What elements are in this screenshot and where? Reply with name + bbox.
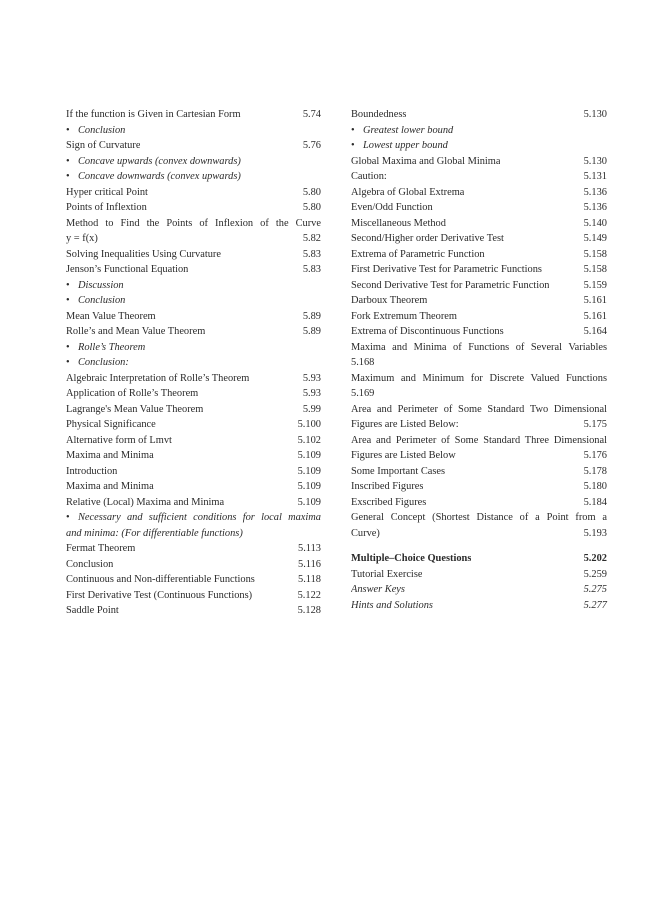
toc-entry-title: If the function is Given in Cartesian Form xyxy=(66,109,241,120)
toc-entry xyxy=(351,551,607,567)
toc-entry-page: 5.158 xyxy=(583,264,607,275)
toc-entry-page: 5.113 xyxy=(298,543,321,554)
toc-bullet-entry: • Conclusion xyxy=(66,293,321,309)
toc-entry-title: Fork Extremum Theorem xyxy=(351,310,458,322)
toc-entry xyxy=(66,588,321,604)
toc-entry-title: Exscribed Figures xyxy=(351,496,427,508)
toc-entry-page: 5.193 xyxy=(583,527,607,539)
toc-entry-multiline xyxy=(351,371,607,402)
toc-entry xyxy=(351,216,607,232)
toc-entry xyxy=(351,107,607,123)
toc-entry-page: 5.140 xyxy=(583,217,607,229)
toc-entry-page: 5.89 xyxy=(302,326,321,337)
toc-entry xyxy=(351,567,607,583)
toc-entry xyxy=(66,402,321,418)
toc-entry-page: 5.158 xyxy=(583,248,607,260)
toc-entry-title: Continuous and Non-differentiable Functions xyxy=(66,574,255,585)
toc-entry-page: 5.83 xyxy=(302,248,321,260)
toc-bullet-entry: • Discussion xyxy=(66,278,321,294)
toc-entry xyxy=(351,464,607,480)
toc-entry-page: 5.100 xyxy=(297,419,321,430)
toc-entry xyxy=(66,603,321,619)
toc-entry-title: Sign of Curvature xyxy=(66,140,141,151)
toc-entry-title: Algebraic Interpretation of Rolle’s Theorem xyxy=(66,372,250,384)
toc-bullet-entry: • Concave downwards (convex upwards) xyxy=(66,169,321,185)
toc-entry xyxy=(66,324,321,340)
toc-entry-title: Alternative form of Lmvt xyxy=(66,434,172,446)
toc-entry-multiline xyxy=(351,433,607,464)
toc-entry-page: 5.74 xyxy=(302,109,321,120)
toc-entry-page: 5.169 xyxy=(351,388,375,399)
toc-entry-title: Answer Keys xyxy=(351,584,405,595)
toc-entry-title: Tutorial Exercise xyxy=(351,568,423,580)
toc-entry xyxy=(351,324,607,340)
toc-entry-title-line1: Area and Perimeter of Some Standard Two Dimensional xyxy=(351,403,607,415)
toc-entry xyxy=(66,464,321,480)
toc-entry-page: 5.80 xyxy=(302,186,321,198)
toc-entry-title: Multiple–Choice Questions xyxy=(351,553,472,564)
toc-entry-page: 5.76 xyxy=(302,140,321,151)
toc-entry-page: 5.259 xyxy=(583,568,607,580)
toc-entry xyxy=(66,185,321,201)
toc-entry-page: 5.122 xyxy=(297,589,321,601)
toc-entry xyxy=(351,598,607,614)
toc-entry xyxy=(66,262,321,278)
toc-entry-title: Fermat Theorem xyxy=(66,543,136,554)
toc-entry-page: 5.83 xyxy=(302,264,321,275)
toc-entry-title: Rolle’s and Mean Value Theorem xyxy=(66,326,206,337)
toc-entry-page: 5.176 xyxy=(583,450,607,461)
toc-entry xyxy=(66,433,321,449)
toc-entry-title: Points of Inflextion xyxy=(66,202,147,213)
toc-bullet-entry: • Conclusion xyxy=(66,123,321,139)
toc-entry-title: Conclusion xyxy=(66,558,114,570)
toc-entry-page: 5.277 xyxy=(583,599,607,611)
toc-entry-title: Relative (Local) Maxima and Minima xyxy=(66,496,225,508)
toc-entry-page: 5.93 xyxy=(302,372,321,384)
toc-entry xyxy=(351,169,607,185)
toc-entry xyxy=(66,417,321,433)
toc-entry-page: 5.180 xyxy=(583,481,607,492)
toc-entry-title: Extrema of Discontinuous Functions xyxy=(351,326,504,337)
toc-bullet-entry: • Rolle’s Theorem xyxy=(66,340,321,356)
toc-entry-page: 5.131 xyxy=(583,171,607,182)
toc-entry xyxy=(351,479,607,495)
toc-entry-title: Miscellaneous Method xyxy=(351,217,446,229)
toc-entry xyxy=(66,309,321,325)
toc-entry xyxy=(351,278,607,294)
toc-entry-page: 5.149 xyxy=(583,233,607,244)
toc-entry-page: 5.80 xyxy=(302,202,321,213)
toc-entry-title-line2: Figures are Listed Below xyxy=(351,450,456,461)
toc-entry-multiline xyxy=(66,216,321,247)
toc-entry-line2 xyxy=(66,231,321,247)
toc-entry-title: Jenson’s Functional Equation xyxy=(66,264,189,275)
toc-entry-line2 xyxy=(351,448,607,464)
toc-entry-page: 5.178 xyxy=(583,465,607,477)
toc-bullet-line2: and minima: (For differentiable functions) xyxy=(66,527,243,539)
toc-entry-title: Maxima and Minima xyxy=(66,481,154,492)
toc-entry-title: Maxima and Minima of Functions of Several Variables xyxy=(351,341,607,353)
toc-entry-page: 5.116 xyxy=(298,558,321,570)
toc-entry-title: Second Derivative Test for Parametric Function xyxy=(351,279,550,291)
toc-bullet-entry: • Conclusion: xyxy=(66,355,321,371)
toc-entry-title: First Derivative Test (Continuous Functions) xyxy=(66,589,253,601)
toc-entry xyxy=(66,138,321,154)
toc-entry-title-line1: Area and Perimeter of Some Standard Three Dimensional xyxy=(351,434,607,446)
toc-left-column xyxy=(66,107,321,619)
toc-entry-title: Introduction xyxy=(66,465,118,477)
toc-entry-title: Lagrange's Mean Value Theorem xyxy=(66,403,204,415)
toc-entry xyxy=(351,582,607,598)
toc-entry-title: Solving Inequalities Using Curvature xyxy=(66,248,221,260)
toc-entry-title: Physical Significance xyxy=(66,419,156,430)
toc-right-column xyxy=(351,107,607,613)
toc-entry-multiline xyxy=(351,402,607,433)
toc-entry-line2 xyxy=(351,526,607,542)
toc-entry-title: Hints and Solutions xyxy=(351,599,433,611)
toc-entry-title: Application of Rolle’s Theorem xyxy=(66,388,199,399)
toc-bullet-entry: • Concave upwards (convex downwards) xyxy=(66,154,321,170)
toc-entry-title: Saddle Point xyxy=(66,605,119,616)
toc-entry-page: 5.184 xyxy=(583,496,607,508)
toc-entry-title: Second/Higher order Derivative Test xyxy=(351,233,504,244)
toc-entry xyxy=(66,479,321,495)
toc-entry xyxy=(66,107,321,123)
toc-entry xyxy=(351,231,607,247)
toc-entry xyxy=(351,200,607,216)
toc-bullet-line1: • Necessary and sufficient conditions for local maxima xyxy=(66,510,321,526)
toc-entry-page: 5.109 xyxy=(297,465,321,477)
toc-entry-title: Algebra of Global Extrema xyxy=(351,186,465,198)
toc-entry xyxy=(66,247,321,263)
toc-entry-title: Global Maxima and Global Minima xyxy=(351,155,501,167)
toc-entry-page: 5.164 xyxy=(583,326,607,337)
toc-entry-title: Mean Value Theorem xyxy=(66,310,156,322)
toc-entry-page: 5.159 xyxy=(583,279,607,291)
section-spacer xyxy=(351,541,607,551)
toc-entry-multiline xyxy=(351,510,607,541)
toc-entry xyxy=(66,448,321,464)
toc-entry-page: 5.109 xyxy=(297,496,321,508)
toc-entry-page: 5.136 xyxy=(583,186,607,198)
toc-entry-page: 5.99 xyxy=(302,403,321,415)
toc-entry-title: Extrema of Parametric Function xyxy=(351,248,485,260)
toc-entry-title: Darboux Theorem xyxy=(351,295,428,306)
toc-entry-page: 5.118 xyxy=(298,574,321,585)
toc-entry-page: 5.168 xyxy=(351,357,375,368)
toc-entry-title-line2: y = f(x) xyxy=(66,233,98,244)
toc-entry xyxy=(66,200,321,216)
toc-entry-page: 5.275 xyxy=(583,584,607,595)
toc-entry xyxy=(351,293,607,309)
toc-entry xyxy=(351,262,607,278)
toc-entry xyxy=(351,309,607,325)
toc-entry-title: Maxima and Minima xyxy=(66,450,154,461)
toc-entry xyxy=(351,154,607,170)
toc-entry xyxy=(351,185,607,201)
toc-entry-page: 5.89 xyxy=(302,310,321,322)
toc-entry-page: 5.128 xyxy=(297,605,321,616)
toc-entry-page: 5.130 xyxy=(583,155,607,167)
toc-entry-page: 5.202 xyxy=(583,553,607,564)
toc-entry-page: 5.161 xyxy=(583,295,607,306)
toc-entry-page: 5.161 xyxy=(583,310,607,322)
toc-entry xyxy=(351,247,607,263)
toc-entry-title: Some Important Cases xyxy=(351,465,446,477)
toc-entry-page: 5.93 xyxy=(302,388,321,399)
toc-entry-title: Caution: xyxy=(351,171,387,182)
toc-entry-page: 5.82 xyxy=(302,233,321,244)
toc-entry xyxy=(66,371,321,387)
toc-entry xyxy=(66,557,321,573)
toc-entry xyxy=(66,495,321,511)
toc-entry-page: 5.175 xyxy=(583,419,607,430)
toc-entry-page: 5.136 xyxy=(583,202,607,213)
toc-entry-multiline xyxy=(351,340,607,371)
toc-entry xyxy=(66,572,321,588)
toc-entry-title: Inscribed Figures xyxy=(351,481,424,492)
toc-entry-title: Maximum and Minimum for Discrete Valued Functions xyxy=(351,372,607,384)
toc-bullet-entry-multiline xyxy=(66,510,321,541)
toc-entry-page: 5.102 xyxy=(297,434,321,446)
toc-entry-title-line1: General Concept (Shortest Distance of a Point from a xyxy=(351,512,607,523)
toc-entry-title-line1: Method to Find the Points of Inflexion of the Curve xyxy=(66,217,321,229)
toc-entry-title: Even/Odd Function xyxy=(351,202,433,213)
toc-entry-line2 xyxy=(351,417,607,433)
toc-bullet-entry: • Greatest lower bound xyxy=(351,123,607,139)
toc-entry-title-line2: Figures are Listed Below: xyxy=(351,419,459,430)
toc-entry-page: 5.109 xyxy=(297,450,321,461)
toc-entry-page: 5.130 xyxy=(583,109,607,120)
toc-entry-title: Hyper critical Point xyxy=(66,186,148,198)
toc-entry xyxy=(351,495,607,511)
toc-entry-page: 5.109 xyxy=(297,481,321,492)
toc-entry-title: First Derivative Test for Parametric Functions xyxy=(351,264,542,275)
toc-entry-title: Boundedness xyxy=(351,109,407,120)
toc-entry-title-line2: Curve) xyxy=(351,527,380,539)
toc-entry xyxy=(66,386,321,402)
toc-bullet-entry: • Lowest upper bound xyxy=(351,138,607,154)
toc-entry xyxy=(66,541,321,557)
